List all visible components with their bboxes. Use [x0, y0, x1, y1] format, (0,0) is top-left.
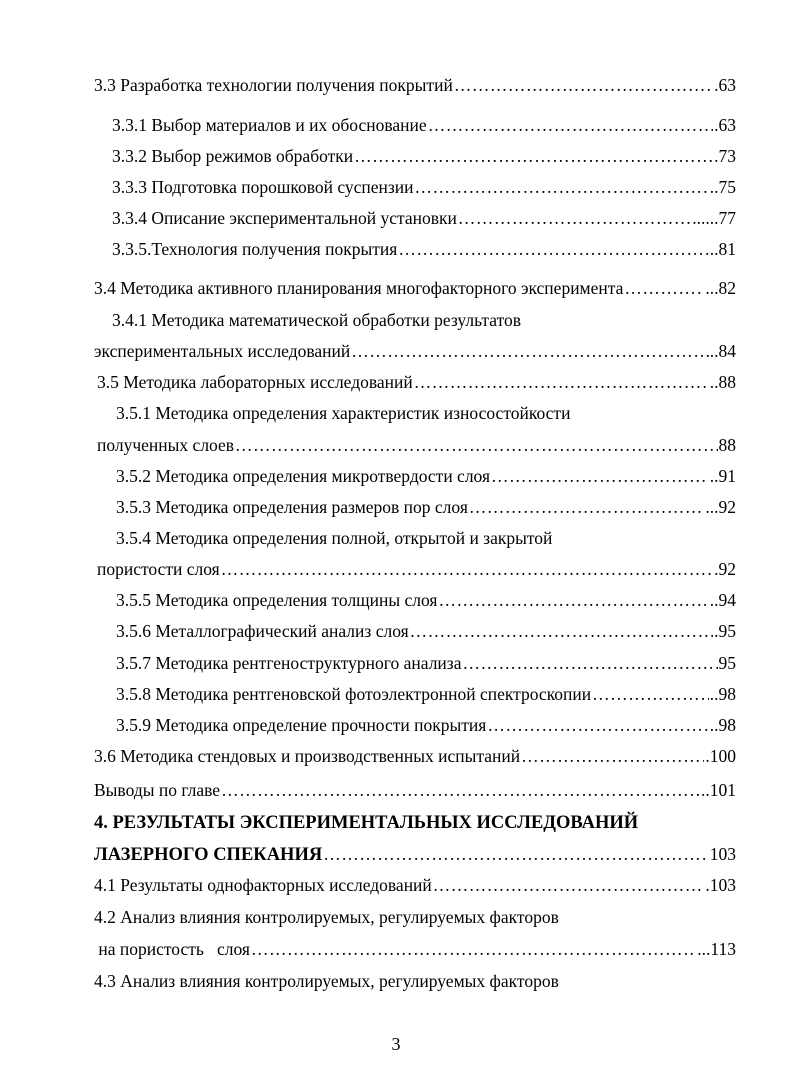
leader-dots: [235, 434, 717, 456]
leader-dots: [491, 465, 709, 487]
toc-entry: [116, 465, 736, 487]
toc-entry-label: 4.3 Анализ влияния контролируемых, регулируемых факторов: [94, 971, 559, 991]
toc-entry: [94, 938, 736, 960]
leader-dots: [323, 843, 709, 865]
leader-dots: [462, 652, 717, 674]
toc-entry-label: 3.3.2 Выбор режимов обработки: [112, 146, 354, 166]
toc-entry: [116, 589, 736, 611]
toc-entry-page: ...92: [705, 497, 736, 517]
toc-entry-label: 3.3.5.Технология получения покрытия: [112, 239, 398, 259]
toc-entry: [112, 238, 736, 260]
toc-entry-page: 103: [709, 844, 736, 864]
toc-entry: [97, 558, 736, 580]
toc-entry-page: ...82: [705, 278, 736, 298]
leader-dots: [433, 874, 705, 896]
toc-entry: [112, 176, 736, 198]
toc-entry: [112, 145, 736, 167]
leader-dots: [487, 714, 708, 736]
leader-dots: [521, 745, 704, 767]
leader-dots: [415, 176, 709, 198]
leader-dots: [351, 340, 708, 362]
toc-entry: [94, 340, 736, 362]
toc-entry: [116, 714, 736, 736]
toc-entry: [97, 371, 736, 393]
toc-entry-page: .100: [705, 746, 736, 766]
toc-entry-label: 3.4.1 Методика математической обработки результатов: [112, 310, 522, 330]
toc-entry-label: 3.6 Методика стендовых и производственных испытаний: [94, 746, 521, 766]
chapter-heading-cont: ЛАЗЕРНОГО СПЕКАНИЯ: [94, 845, 323, 865]
toc-entry-page: .63: [714, 115, 736, 135]
toc-entry-page: .63: [714, 75, 736, 95]
toc-entry: [116, 683, 736, 705]
leader-dots: [221, 558, 713, 580]
toc-entry-label: экспериментальных исследований: [94, 341, 351, 361]
toc-entry-label: 3.5.8 Методика рентгеновской фотоэлектронной спектроскопии: [116, 684, 592, 704]
toc-entry: [94, 74, 736, 96]
page-number: 3: [391, 1034, 401, 1054]
toc-entry: [116, 652, 736, 674]
leader-dots: [410, 620, 713, 642]
toc-entry-label: 4.1 Результаты однофакторных исследований: [94, 875, 432, 895]
toc-entry-label: 3.5 Методика лабораторных исследований: [97, 372, 413, 392]
leader-dots: [221, 779, 700, 801]
toc-entry-page: .95: [714, 621, 736, 641]
toc-entry-label: 3.5.4 Методика определения полной, открытой и закрытой: [116, 528, 553, 548]
toc-entry-label: Выводы по главе: [94, 780, 221, 800]
toc-entry-label: 3.3.4 Описание экспериментальной установки: [112, 208, 457, 228]
leader-dots: [458, 207, 691, 229]
leader-dots: [624, 277, 704, 299]
leader-dots: [439, 589, 709, 611]
toc-entry-label: полученных слоев: [97, 435, 235, 455]
toc-entry-label: 3.5.5 Методика определения толщины слоя: [116, 590, 438, 610]
toc-entry-page: 88: [718, 435, 736, 455]
toc-entry: [97, 434, 736, 456]
toc-entry-page: .103: [705, 875, 736, 895]
leader-dots: [454, 74, 713, 96]
toc-entry-label: 3.5.3 Методика определения размеров пор слоя: [116, 497, 468, 517]
leader-dots: [398, 238, 708, 260]
chapter-heading: 4. РЕЗУЛЬТАТЫ ЭКСПЕРИМЕНТАЛЬНЫХ ИССЛЕДОВАНИЙ: [94, 813, 639, 833]
toc-entry-page: ..98: [709, 684, 736, 704]
toc-entry-page: ......77: [692, 208, 736, 228]
toc-entry-page: ..94: [709, 590, 736, 610]
toc-entry: [112, 114, 736, 136]
toc-entry-page: ..84: [709, 341, 736, 361]
toc-entry-label: 3.5.6 Металлографический анализ слоя: [116, 621, 409, 641]
toc-entry-label: 3.4 Методика активного планирования многофакторного эксперимента: [94, 278, 624, 298]
toc-entry-page: 95: [718, 653, 736, 673]
toc-entry-label: 3.5.2 Методика определения микротвердости слоя: [116, 466, 491, 486]
leader-dots: [469, 496, 704, 518]
toc-entry: [116, 620, 736, 642]
toc-entry-label: 3.3 Разработка технологии получения покрытий: [94, 75, 453, 95]
toc-entry: [94, 843, 736, 866]
leader-dots: [251, 938, 696, 960]
toc-entry-label: 3.5.1 Методика определения характеристик износостойкости: [116, 403, 571, 423]
toc-entry: [116, 496, 736, 518]
toc-entry-page: ..75: [709, 177, 736, 197]
toc-entry-page: ..98: [709, 715, 736, 735]
leader-dots: [428, 114, 713, 136]
toc-entry-label: 3.5.9 Методика определение прочности покрытия: [116, 715, 487, 735]
toc-entry-page: ..101: [701, 780, 736, 800]
leader-dots: [354, 145, 713, 167]
toc-entry-page: ..88: [709, 372, 736, 392]
toc-entry-page: ..91: [709, 466, 736, 486]
toc-entry-page: .73: [714, 146, 736, 166]
toc-entry-label: 3.3.1 Выбор материалов и их обоснование: [112, 115, 427, 135]
toc-entry-label: 3.3.3 Подготовка порошковой суспензии: [112, 177, 414, 197]
toc-entry-label: пористости слоя: [97, 559, 220, 579]
toc-entry: [94, 874, 736, 896]
toc-entry: [94, 779, 736, 801]
toc-entry: [94, 277, 736, 299]
toc-entry-page: ...113: [697, 939, 736, 959]
leader-dots: [592, 683, 709, 705]
toc-entry: [112, 207, 736, 229]
leader-dots: [414, 371, 709, 393]
toc-entry-page: ..81: [709, 239, 736, 259]
toc-entry: [94, 745, 736, 767]
toc-entry-page: .92: [714, 559, 736, 579]
toc-entry-label: 3.5.7 Методика рентгеноструктурного анализа: [116, 653, 462, 673]
toc-entry-label: 4.2 Анализ влияния контролируемых, регулируемых факторов: [94, 907, 559, 927]
toc-entry-label: на пористость слоя: [94, 939, 250, 959]
